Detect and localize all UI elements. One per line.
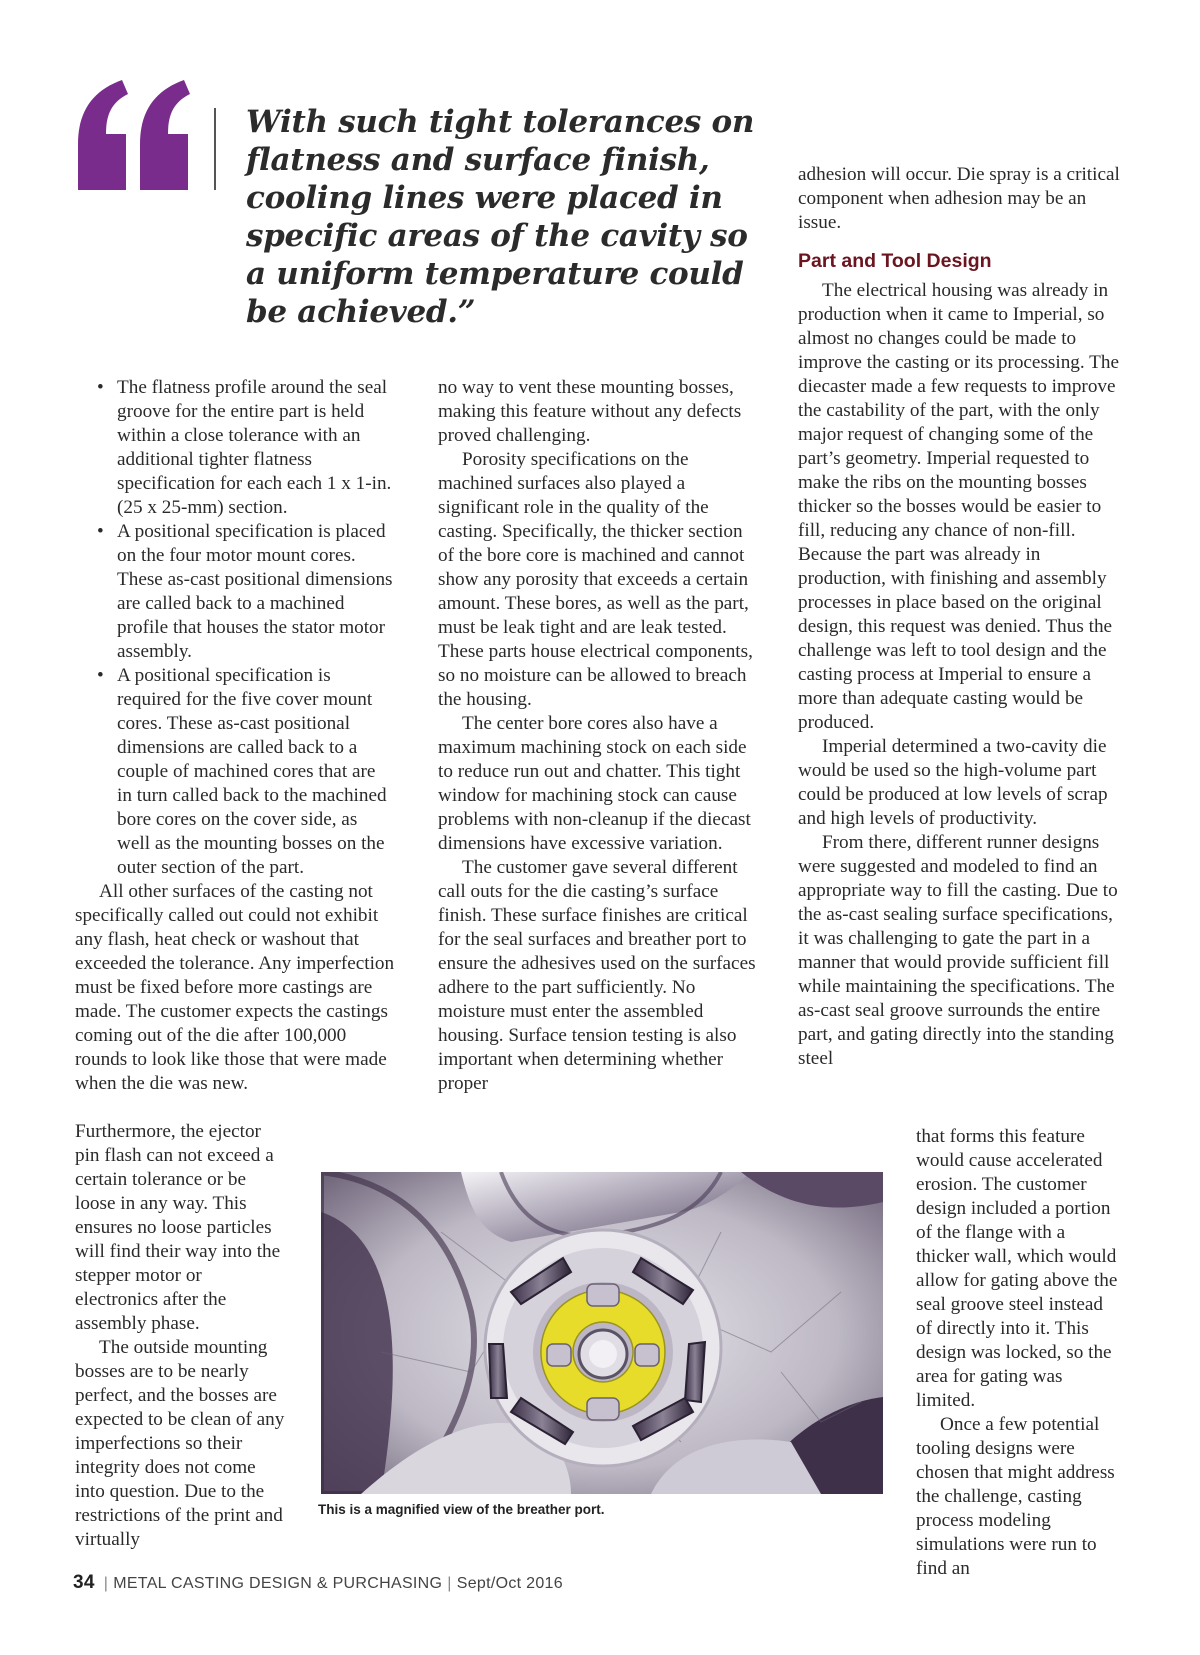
body-paragraph: Furthermore, the ejector pin flash can not exceed a certain tolerance or be loose in any way. This ensures no loose particles will find their way into the stepper motor or electronics after the assembly phase. [75,1121,281,1334]
body-paragraph: no way to vent these mounting bosses, making this feature without any defects proved challenging. [438,377,742,446]
spec-bullet-list [95,376,395,880]
page-number: 34 [73,1572,95,1593]
column-2 [438,376,762,1096]
page-footer [73,1572,563,1594]
body-paragraph: The customer gave several different call outs for the die casting’s surface finish. These surface finishes are critical for the seal surfaces and breather port to ensure the adhesives used on the surfaces adhere to the part sufficiently. No moisture must enter the assembled housing. Surface tension testing is also important when determining whether proper [438,857,756,1094]
list-item: • The flatness profile around the seal groove for the entire part is held within a close tolerance with an additional tighter flatness specification for each each 1 x 1-in. (25 x 25-mm) section. [95,376,395,520]
body-paragraph: Once a few potential tooling designs were chosen that might address the challenge, casting process modeling simulations were run to find an [916,1414,1115,1579]
column-3 [798,163,1123,1071]
body-paragraph: Imperial determined a two-cavity die would be used so the high-volume part could be produced at low levels of scrap and high levels of productivity. [798,736,1108,829]
pull-quote: With such tight tolerances on flatness and surface finish, cooling lines were placed in specific areas of the cavity so a uniform temperature could be achieved.” [246,104,755,330]
column-1-wrap [75,1120,285,1552]
column-3-wrap [916,1125,1122,1581]
body-paragraph: adhesion will occur. Die spray is a critical component when adhesion may be an issue. [798,164,1120,233]
column-1 [75,376,395,1096]
issue-date: Sept/Oct 2016 [456,1575,563,1592]
breather-port-image [321,1172,883,1494]
section-heading: Part and Tool Design [798,250,992,272]
pull-quote-divider [214,108,216,190]
body-paragraph: that forms this feature would cause accelerated erosion. The customer design included a portion of the flange with a thicker wall, which would allow for gating above the seal groove steel instead of directly into it. This design was locked, so the area for gating was limited. [916,1126,1118,1411]
body-paragraph: The outside mounting bosses are to be nearly perfect, and the bosses are expected to be clean of any imperfections so their integrity does not come into question. Due to the restrictions of the print and virtually [75,1337,285,1550]
body-paragraph: Porosity specifications on the machined surfaces also played a significant role in the quality of the casting. Specifically, the thicker section of the bore core is machined and cannot show any porosity that exceeds a certain amount. These bores, as well as the part, must be leak tight and are leak tested. These parts house electrical components, so no moisture can be allowed to breach the housing. [438,449,753,710]
footer-separator: | [103,1575,109,1592]
quotation-mark-icon [70,72,195,197]
footer-separator: | [447,1575,452,1592]
body-paragraph: The electrical housing was already in production when it came to Imperial, so almost no changes could be made to improve the casting or its processing. The diecaster made a few requests to improve the castability of the part, with the only major request of changing some of the part’s geometry. Imperial requested to make the ribs on the mounting bosses thicker so the bosses would be easier to fill, reducing any chance of non-fill. Because the part was already in production, with finishing and assembly processes in place based on the original design, this request was denied. Thus the challenge was left to tool design and the casting process at Imperial to ensure a more than adequate casting would be produced. [798,280,1119,733]
list-item: • A positional specification is placed on the four motor mount cores. These as-cast positional dimensions are called back to a machined profile that houses the stator motor assembly. [95,520,395,664]
body-paragraph: The center bore cores also have a maximum machining stock on each side to reduce run out and chatter. This tight window for machining stock can cause problems with non-cleanup if the diecast dimensions have excessive variation. [438,713,751,854]
body-paragraph: All other surfaces of the casting not specifically called out could not exhibit any flash, heat check or washout that exceeded the tolerance. Any imperfection must be fixed before more castings are made. The customer expects the castings coming out of the die after 100,000 rounds to look like those that were made when the die was new. [75,881,395,1094]
list-item: • A positional specification is required for the five cover mount cores. These as-cast positional dimensions are called back to a couple of machined cores that are in turn called back to the machined bore cores on the cover side, as well as the mounting bosses on the outer section of the part. [95,664,395,880]
figure-caption: This is a magnified view of the breather port. [318,1502,605,1517]
publication-name: METAL CASTING DESIGN & PURCHASING [113,1575,443,1592]
body-paragraph: From there, different runner designs were suggested and modeled to find an appropriate way to fill the casting. Due to the as-cast sealing surface specifications, it was challenging to gate the part in a manner that would provide sufficient fill while maintaining the specifications. The as-cast seal groove surrounds the entire part, and gating directly into the standing steel [798,832,1118,1069]
